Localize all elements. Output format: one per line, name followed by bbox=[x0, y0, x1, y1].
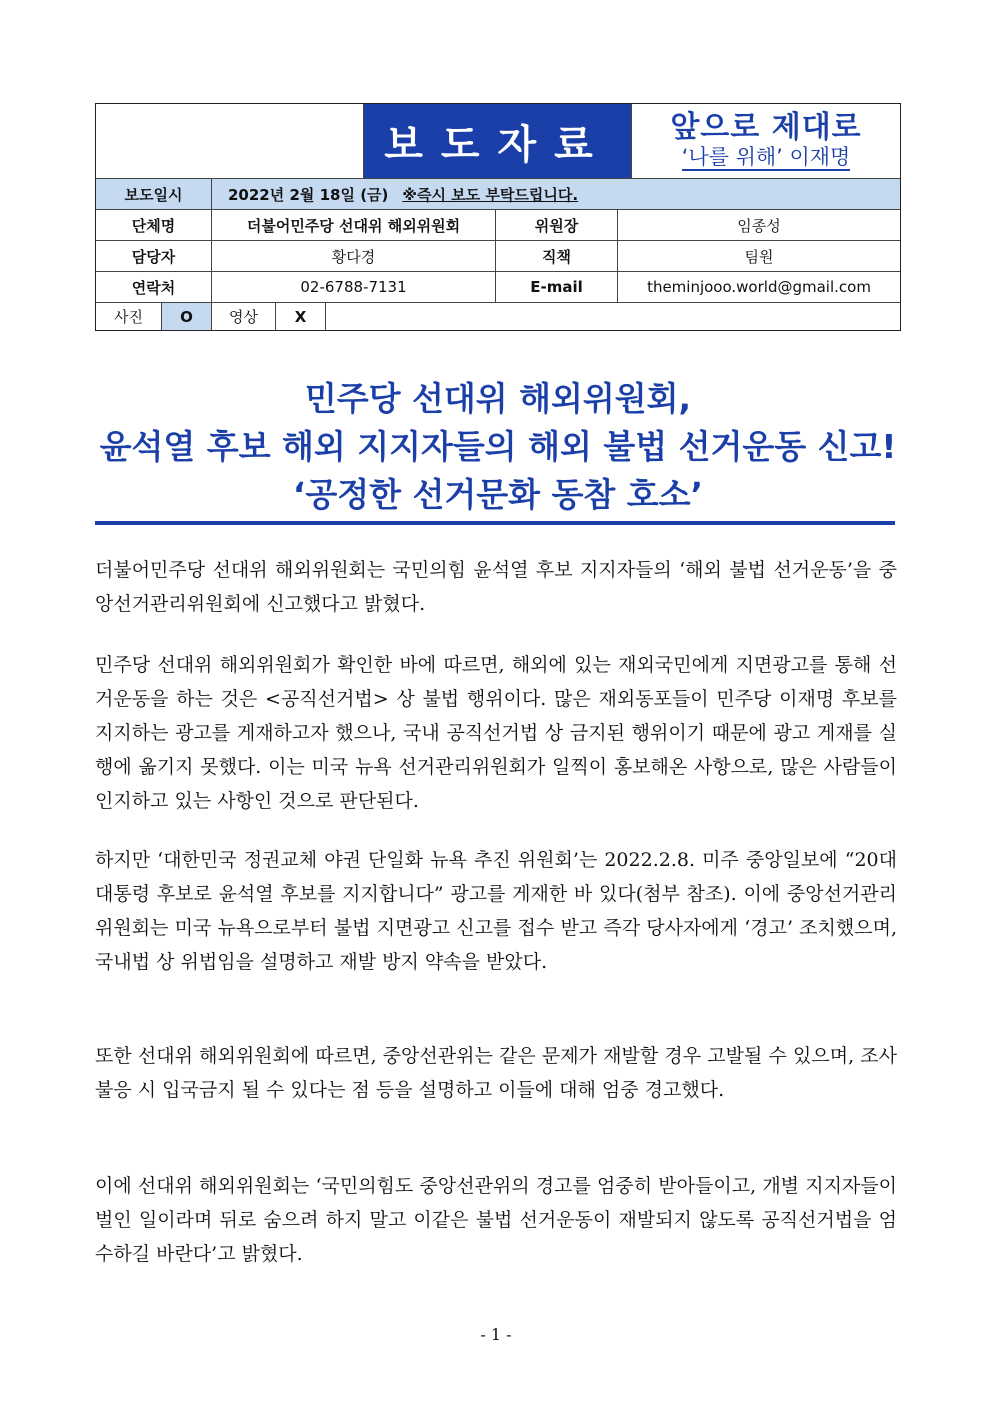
video-value: X bbox=[276, 303, 326, 330]
photo-value: O bbox=[162, 303, 212, 330]
position-label: 직책 bbox=[496, 241, 618, 272]
body-paragraph-2: 민주당 선대위 해외위원회가 확인한 바에 따르면, 해외에 있는 재외국민에게 지면광고를 통해 선거운동을 하는 것은 <공직선거법> 상 불법 행위이다. 많은 재외동포들이 민주당 이재명 후보를 지지하는 광고를 게재하고자 했으나, 국내 공직선거법 상 금지된 행위이기 때문에 광고 게재를 실행에 옮기지 못했다. 이는 미국 뉴욕 선거관리위원회가 일찍이 홍보해온 사항으로, 많은 사람들이 인지하고 있는 사항인 것으로 판단된다. bbox=[95, 654, 897, 812]
headline-line2: 윤석열 후보 해외 지지자들의 해외 불법 선거운동 신고! bbox=[99, 427, 897, 466]
headline-underline bbox=[95, 521, 895, 525]
slogan-line2: ‘나를 위해’ 이재명 bbox=[681, 145, 851, 169]
photo-label: 사진 bbox=[96, 303, 162, 330]
video-label: 영상 bbox=[212, 303, 276, 330]
release-date-row bbox=[212, 179, 900, 210]
campaign-slogan-logo bbox=[632, 104, 900, 179]
body-paragraph-3: 하지만 ‘대한민국 정권교체 야권 단일화 뉴욕 추진 위원회’는 2022.2.8. 미주 중앙일보에 “20대 대통령 후보로 윤석열 후보를 지지합니다” 광고를 게재한 바 있다(첨부 참조). 이에 중앙선거관리위원회는 미국 뉴욕으로부터 불법 지면광고 신고를 접수 받고 즉각 당사자에게 ‘경고’ 조치했으며, 국내법 상 위법임을 설명하고 재발 방지 약속을 받았다. bbox=[95, 849, 897, 973]
body-paragraph-1: 더불어민주당 선대위 해외위원회는 국민의힘 윤석열 후보 지지자들의 ‘해외 불법 선거운동’을 중앙선거관리위원회에 신고했다고 밝혔다. bbox=[95, 559, 897, 615]
header-blank-cell bbox=[96, 104, 364, 179]
headline-line1: 민주당 선대위 해외위원회, bbox=[304, 379, 692, 418]
page-number: - 1 - bbox=[480, 1325, 512, 1344]
organization-value: 더불어민주당 선대위 해외위원회 bbox=[212, 210, 496, 241]
empty-media-cell bbox=[326, 303, 900, 330]
release-date-value: 2022년 2월 18일 (금) bbox=[228, 185, 389, 204]
slogan-line1: 앞으로 제대로 bbox=[670, 110, 862, 145]
position-value: 팀원 bbox=[618, 241, 900, 272]
body-paragraph-4: 또한 선대위 해외위원회에 따르면, 중앙선관위는 같은 문제가 재발할 경우 고발될 수 있으며, 조사 불응 시 입국금지 될 수 있다는 점 등을 설명하고 이들에 대해 엄중 경고했다. bbox=[95, 1045, 897, 1101]
phone-label: 연락처 bbox=[96, 272, 212, 303]
contact-person-label: 담당자 bbox=[96, 241, 212, 272]
body-paragraph-5: 이에 선대위 해외위원회는 ‘국민의힘도 중앙선관위의 경고를 엄중히 받아들이고, 개별 지지자들이 벌인 일이라며 뒤로 숨으려 하지 말고 이같은 불법 선거운동이 재발되지 않도록 공직선거법을 엄수하길 바란다’고 밝혔다. bbox=[95, 1175, 897, 1265]
phone-value: 02-6788-7131 bbox=[212, 272, 496, 303]
press-release-banner: 보도자료 bbox=[364, 104, 632, 179]
chair-value: 임종성 bbox=[618, 210, 900, 241]
contact-person-value: 황다경 bbox=[212, 241, 496, 272]
organization-label: 단체명 bbox=[96, 210, 212, 241]
release-date-label: 보도일시 bbox=[96, 179, 212, 210]
email-label: E-mail bbox=[496, 272, 618, 303]
email-value: theminjooo.world@gmail.com bbox=[618, 272, 900, 303]
press-info-table bbox=[95, 103, 901, 331]
headline-line3: ‘공정한 선거문화 동참 호소’ bbox=[292, 475, 704, 514]
chair-label: 위원장 bbox=[496, 210, 618, 241]
release-date-note: ※즉시 보도 부탁드립니다. bbox=[402, 185, 579, 204]
